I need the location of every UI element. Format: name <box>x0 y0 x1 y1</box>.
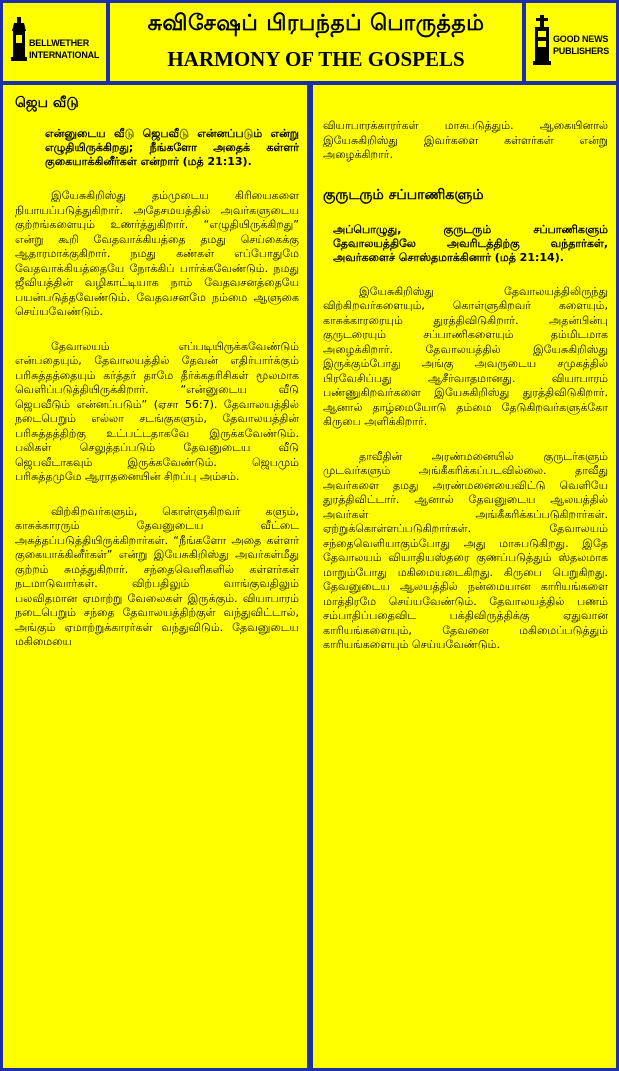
logo-left-line-2: INTERNATIONAL <box>29 50 100 60</box>
logo-right-line-1: GOOD NEWS <box>553 34 609 44</box>
logo-left-line-1: BELLWETHER <box>29 38 89 48</box>
section-heading-house-of-prayer: ஜெப வீடு <box>15 95 79 111</box>
logo-right-line-2: PUBLISHERS <box>553 46 610 56</box>
section-heading-blind-and-lame: குருடரும் சப்பாணிகளும் <box>323 186 484 203</box>
body-paragraph: இயேசுகிறிஸ்து தேவாலயத்திலிருந்து விற்கிறவர்களையும், கொள்ளுகிறவர் களையும், காசுக்காரரையும் துரத்திவிடுகிறார். அதன்பின்பு குருடரையும் சப்பாணிகளையும் தம்மிடமாக அழைக்கிறார். தேவாலயத்தில் இயேசுகிறிஸ்து இருக்கும்போது அங்கு அவருடைய சமுகத்தில் பிரவேசிப்பது ஆசீர்வாதமானது. வியாபாரம் பண்ணுகிறவர்களை இயேசுகிறிஸ்து துரத்திவிடுகிறார். ஆனால் தாழ்மையோடு தம்மை தேடுகிறவர்களுக்கோ கிருபை அளிக்கிறார். <box>323 284 608 428</box>
body-paragraph: இயேசுகிறிஸ்து தம்முடைய கிரியைகளை நியாயப்படுத்துகிறார். அதேசமயத்தில் அவர்களுடைய குற்றங்களையும் உணர்த்துகிறார். “எழுதியிருக்கிறது” என்று கூறி வேதவாக்கியத்தை தமது செய்கைக்கு ஆதாரமாக்குகிறார். நமது கண்கள் எப்போதுமே வேதவாக்கியத்தையே நோக்கிப் பார்க்கவேண்டும். நமது ஜீவியத்தின் வழிகாட்டியாக நாம் வேதவசனத்தையே பயன்படுத்தவேண்டும். வேதவசனமே நம்மை ஆளுகை செய்யவேண்டும். <box>15 189 299 318</box>
body-paragraph: விற்கிறவர்களும், கொள்ளுகிறவர் களும், காசுக்காரரும் தேவனுடைய வீட்டை அசுத்தப்படுத்தியிருக்கிறார்கள். “நீங்களோ அதை கள்ளர் குகையாக்கினீர்கள்” என்று இயேசுகிறிஸ்து அவர்கள்மீது குற்றம் சுமத்துகிறார். சந்தைவெளிகளில் கள்ளர்கள் நடமாடுவார்கள். விற்பதிலும் வாங்குவதிலும் பலவிதமான ஏமாற்று வேலைகள் இருக்கும். வியாபாரம் நடைபெறும் சந்தை தேவாலயத்திற்குள் வந்துவிட்டால், அங்கும் ஏமாற்றுக்காரர்கள் வந்துவிடும். தேவனுடைய மகிமையை <box>15 504 299 648</box>
scripture-verse: என்னுடைய வீடு ஜெபவீடு என்னப்படும் என்று எழுதியிருக்கிறது; நீங்களோ அதைக் கள்ளர் குகையாக்கினீர்கள் என்றார் (மத் 21:13). <box>45 127 299 168</box>
scripture-verse: அப்பொழுது, குருடரும் சப்பாணிகளும் தேவாலயத்திலே அவரிடத்திற்கு வந்தார்கள், அவர்களைச் சொஸ்தமாக்கினார் (மத் 21:14). <box>333 222 608 264</box>
title-box <box>110 3 522 81</box>
bellwether-bell-tower-icon <box>11 17 27 61</box>
good-news-logo <box>526 3 616 81</box>
page-title-tamil: சுவிசேஷப் பிரபந்தப் பொருத்தம் <box>147 11 485 36</box>
bellwether-logo <box>3 3 106 81</box>
page-header <box>3 3 616 81</box>
left-column <box>3 85 307 1068</box>
body-paragraph: தேவாலயம் எப்படியிருக்கவேண்டும் என்பதையும், தேவாலயத்தில் தேவன் எதிர்பார்க்கும் பரிசுத்தத்தையும் கர்த்தர் தாமே தீர்க்கதரிசிகள் மூலமாக வெளிப்படுத்தியிருக்கிறார். “என்னுடைய வீடு ஜெபவீடும் என்னப்படும்” (ஏசா 56:7). தேவாலயத்தில் நடைபெறும் எல்லா சடங்குகளும், தேவாலயத்தின் பரிசுத்தத்திற்கு உட்பட்டதாகவே இருக்கவேண்டும். பலிகள் செலுத்தப்படும் தேவனுடைய வீடு ஜெபவீடாகவும் இருக்கவேண்டும். ஜெபமும் பரிசுத்தமுமே ஆராதனையின் சிறப்பு அம்சம். <box>15 339 299 483</box>
continued-paragraph: வியாபாரக்காரர்கள் மாசுபடுத்தும். ஆகையினால் இயேசுகிறிஸ்து இவர்களை கள்ளர்கள் என்று அழைக்கிறார். <box>323 119 608 161</box>
page-title-english: HARMONY OF THE GOSPELS <box>167 47 465 71</box>
body-paragraph: தாவீதின் அரண்மனையில் குருடர்களும் முடவர்களும் அங்கீகரிக்கப்படவில்லை. தாவீது அவர்களை தமது அரண்மனையைவிட்டு வெளியே துரத்திவிட்டார். ஆனால் தேவனுடைய ஆலயத்தில் அவர்கள் அங்கீகரிக்கப்படுகிறார்கள். ஏற்றுக்கொள்ளப்படுகிறார்கள். தேவாலயம் சந்தைவெளியாகும்போது அது மாசுபடுகிறது. இதே தேவாலயம் வியாதியஸ்தரை குணப்படுத்தும் ஸ்தலமாக மாறும்போது மகிமையடைகிறது. கிருபை பெறுகிறது. தேவனுடைய ஆலயத்தில் நன்மையான காரியங்களை மாத்திரமே செய்யவேண்டும். தேவாலயத்தில் பணம் சம்பாதிப்பதைவிட பக்திவிருத்திக்கு ஏதுவான காரியங்களையும், தேவனை மகிமைப்படுத்தும் காரியங்களையும் செய்யவேண்டும். <box>323 449 608 651</box>
good-news-cross-icon <box>533 15 551 65</box>
right-column <box>313 85 616 1068</box>
